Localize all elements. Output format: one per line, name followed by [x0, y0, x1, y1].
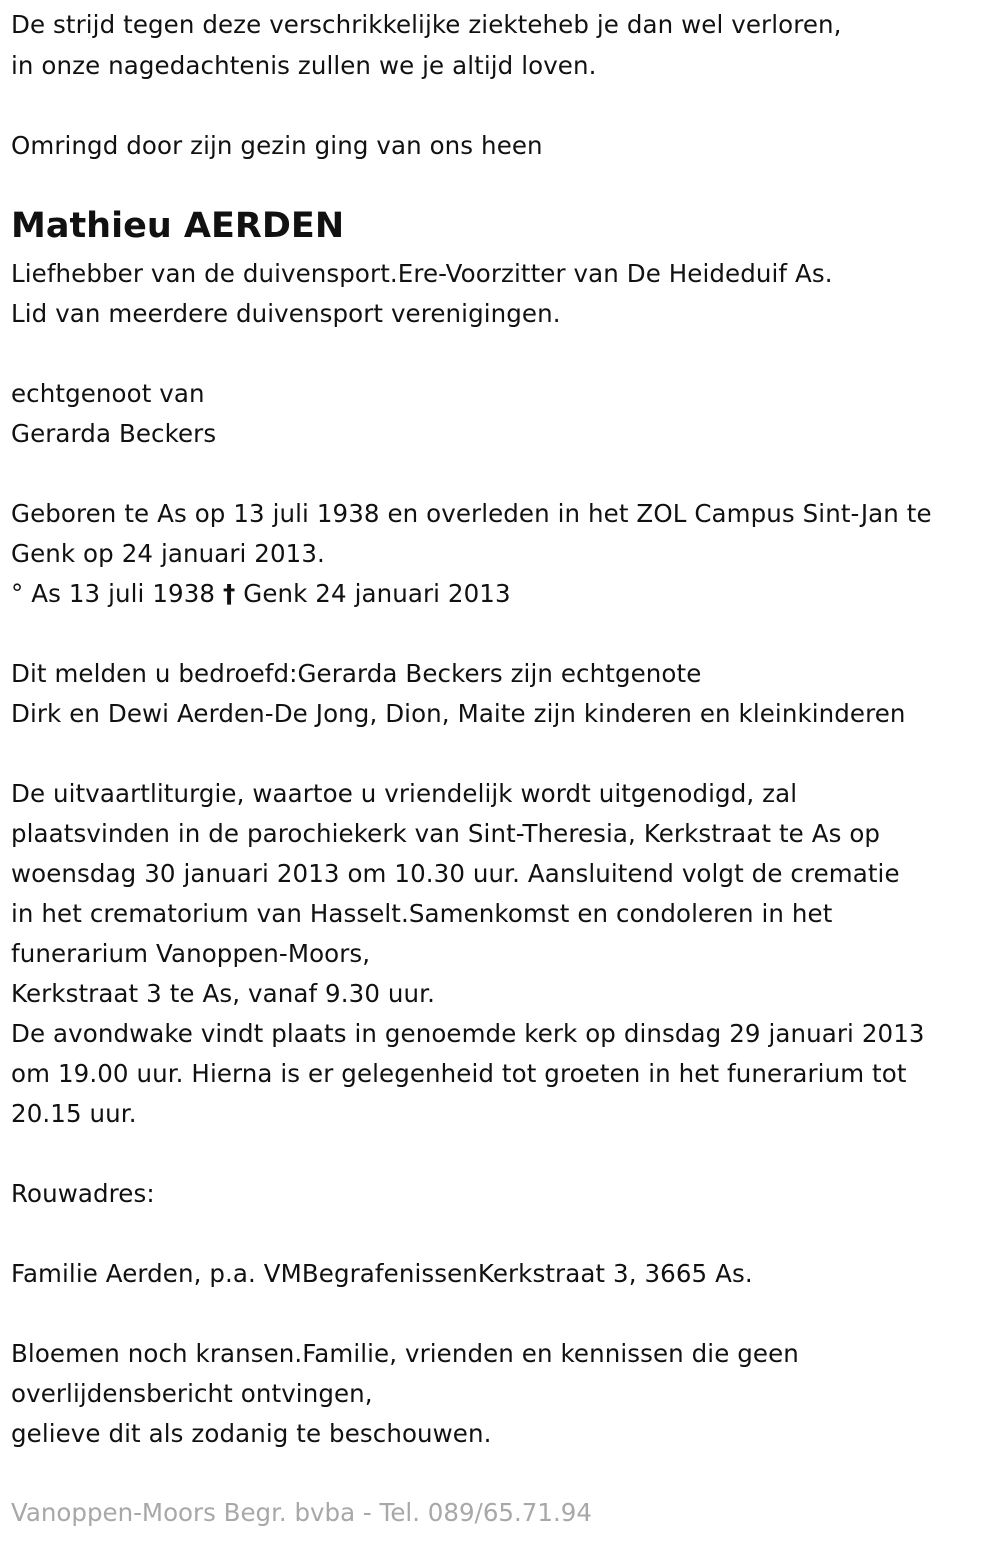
ceremony-line-9: 20.15 uur. [11, 1099, 137, 1128]
ceremony-line-1: De uitvaartliturgie, waartoe u vriendelijk wordt uitgenodigd, zal [11, 779, 798, 808]
ceremony-line-2: plaatsvinden in de parochiekerk van Sint-Theresia, Kerkstraat te As op [11, 819, 881, 848]
flowers-line-3: gelieve dit als zodanig te beschouwen. [11, 1419, 492, 1448]
spouse-label: echtgenoot van [11, 379, 205, 408]
announcers-line-1: Dit melden u bedroefd:Gerarda Beckers zijn echtgenote [11, 659, 702, 688]
funeral-home-footer: Vanoppen-Moors Begr. bvba - Tel. 089/65.71.94 [11, 1498, 592, 1527]
ceremony-line-7: De avondwake vindt plaats in genoemde kerk op dinsdag 29 januari 2013 [11, 1019, 925, 1048]
deceased-name: Mathieu AERDEN [11, 206, 345, 246]
born-date: ° As 13 juli 1938 [11, 579, 216, 608]
deceased-description-1: Liefhebber van de duivensport.Ere-Voorzitter van De Heideduif As. [11, 259, 833, 288]
birth-death-summary [11, 579, 511, 609]
intro-text: Omringd door zijn gezin ging van ons heen [11, 131, 543, 160]
cross-icon: † [223, 579, 236, 608]
ceremony-line-8: om 19.00 uur. Hierna is er gelegenheid tot groeten in het funerarium tot [11, 1059, 907, 1088]
flowers-line-1: Bloemen noch kransen.Familie, vrienden en kennissen die geen [11, 1339, 799, 1368]
ceremony-line-5: funerarium Vanoppen-Moors, [11, 939, 371, 968]
spouse-name: Gerarda Beckers [11, 419, 217, 448]
deceased-description-2: Lid van meerdere duivensport verenigingen. [11, 299, 561, 328]
died-date: Genk 24 januari 2013 [243, 579, 511, 608]
flowers-line-2: overlijdensbericht ontvingen, [11, 1379, 373, 1408]
address-value: Familie Aerden, p.a. VMBegrafenissenKerkstraat 3, 3665 As. [11, 1259, 753, 1288]
poem-line-2: in onze nagedachtenis zullen we je altijd loven. [11, 51, 597, 80]
birth-death-line-2: Genk op 24 januari 2013. [11, 539, 325, 568]
address-label: Rouwadres: [11, 1179, 155, 1208]
ceremony-line-6: Kerkstraat 3 te As, vanaf 9.30 uur. [11, 979, 435, 1008]
ceremony-line-4: in het crematorium van Hasselt.Samenkomst en condoleren in het [11, 899, 833, 928]
ceremony-line-3: woensdag 30 januari 2013 om 10.30 uur. Aansluitend volgt de crematie [11, 859, 900, 888]
announcers-line-2: Dirk en Dewi Aerden-De Jong, Dion, Maite zijn kinderen en kleinkinderen [11, 699, 906, 728]
poem-line-1: De strijd tegen deze verschrikkelijke ziekteheb je dan wel verloren, [11, 10, 842, 39]
birth-death-line-1: Geboren te As op 13 juli 1938 en overleden in het ZOL Campus Sint-Jan te [11, 499, 932, 528]
